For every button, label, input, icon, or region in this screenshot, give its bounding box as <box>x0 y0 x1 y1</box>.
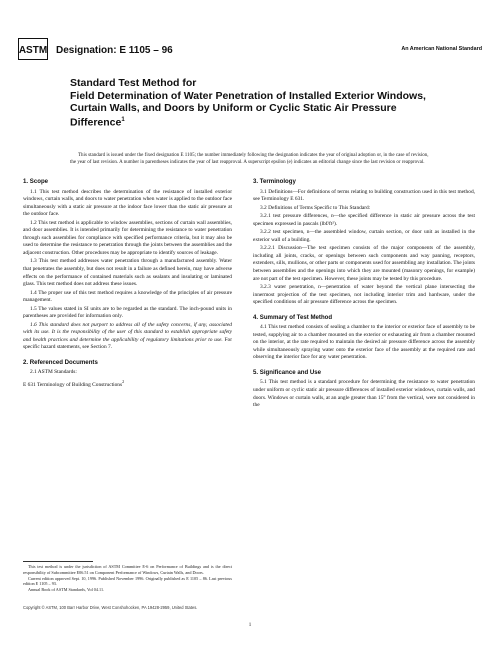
right-column <box>253 178 475 411</box>
footnotes <box>23 564 232 593</box>
paragraph-3-2-3: 3.2.3 water penetration, n—penetration of water beyond the vertical plane intersecting the innermost projection of the test specimen, not including interior trim and hardware, under the specified conditions of air pressure difference across the specimen. <box>253 284 475 306</box>
title-line1: Standard Test Method for <box>70 77 197 89</box>
footnote-rule <box>23 561 93 562</box>
reference-e631-text: E 631 Terminology of Building Constructions <box>23 381 123 388</box>
paragraph-1-3: 1.3 This test method addresses water penetration through a manufactured assembly. Water that penetrates the assembly, but does not result in a failure as defined herein, may have adverse effects on the performance of contained materials such as sealants and insulating or laminated glass. This test method does not address these issues. <box>23 258 232 288</box>
paragraph-3-2: 3.2 Definitions of Terms Specific to This Standard: <box>260 204 371 211</box>
title-main <box>70 90 430 129</box>
reference-e631 <box>23 378 232 389</box>
paragraph-1-6 <box>23 322 232 352</box>
section-heading-scope: 1. Scope <box>23 178 49 185</box>
paragraph-1-6-italic: 1.6 This standard does not purport to address all of the safety concerns, if any, associated with its use. It is the responsibility of the user of this standard to establish appropriate safety and health practices and determine the applicability of regulatory limitations prior to use. <box>23 321 232 343</box>
paragraph-1-6-tail: For specific hazard statements, see Section 7. <box>23 336 232 351</box>
paragraph-4-1: 4.1 This test method consists of sealing a chamber to the interior or exterior face of assembly to be tested, supplying air to a chamber mounted on the exterior or exhausting air from a chamber mounted on the interior, at the rate required to maintain the desired air pressure difference across the assembly while simultaneously spraying water onto the exterior face of the assembly at the required rate and observing the interior face for any water penetration. <box>253 324 475 361</box>
paragraph-1-5: 1.5 The values stated in SI units are to be regarded as the standard. The inch-pound units in parentheses are provided for information only. <box>23 305 232 320</box>
title-main-text: Field Determination of Water Penetration of Installed Exterior Windows, Curtain Walls, and Doors by Uniform or Cyclic Static Air Pressure Difference <box>70 90 426 129</box>
reference-footnote-mark: 2 <box>122 379 125 385</box>
astm-logo-icon <box>18 38 48 60</box>
american-national-standard-label: An American National Standard <box>401 46 482 52</box>
paragraph-3-2-1: 3.2.1 test pressure differences, n—the specified difference in static air pressure across the test specimen expressed in pascals (lbf/ft²). <box>253 213 475 227</box>
paragraph-5-1: 5.1 This test method is a standard procedure for determining the resistance to water penetration under uniform or cyclic static air pressure differences of installed exterior windows, curtain walls, and doors. Windows or curtain walls, at an angle greater than 15° from the vertical, were not considered in the <box>253 379 475 409</box>
title-block <box>70 77 430 129</box>
footnote-1: This test method is under the jurisdiction of ASTM Committee E-6 on Performance of Buildings and is the direct responsibility of Subcommittee E06.51 on Component Performance of Windows, Curtain Walls, and Doors. <box>23 564 232 575</box>
left-column <box>23 178 232 390</box>
svg-text:ASTM: ASTM <box>18 45 48 56</box>
section-heading-summary: 4. Summary of Test Method <box>253 313 333 321</box>
section-heading-significance: 5. Significance and Use <box>253 368 322 376</box>
paragraph-1-4: 1.4 The proper use of this test method requires a knowledge of the principles of air pressure management. <box>23 289 232 304</box>
section-heading-terminology: 3. Terminology <box>253 178 296 185</box>
paragraph-2-1: 2.1 ASTM Standards: <box>30 369 77 376</box>
paragraph-3-2-2-1: 3.2.2.1 Discussion—The test specimen consists of the major components of the assembly, including all joints, cracks, or openings between such components and way panning, receptors, extenders, sills, mullions, or other parts or components used for assembling any installation. The joints between assemblies and the openings into which they are mounted (masonry openings, for example) are not part of the test specimen. However, these joints may be tested by this procedure. <box>253 245 475 282</box>
document-header <box>18 41 482 61</box>
paragraph-3-2-2: 3.2.2 test specimen, n—the assembled window, curtain section, or door unit as installed in the exterior wall of a building. <box>253 229 475 243</box>
title-footnote-mark: 1 <box>121 117 125 124</box>
issuance-statement <box>70 153 432 166</box>
issuance-text: This standard is issued under the fixed designation E 1105; the number immediately following the designation indicates the year of original adoption or, in the case of revision, the year of last revision. A number in parentheses indicates the year of last reapproval. A superscript epsilon (e) indicates an editorial change since the last revision or reapproval. <box>70 153 429 165</box>
paragraph-1-2: 1.2 This test method is applicable to window assemblies, sections of curtain wall assemblies, and door assemblies. It is intended primarily for determining the resistance to water penetration through such assemblies for compliance with specified performance criteria, but it may also be used to determine the resistance to penetration through the joints between the assemblies and the adjacent construction. Other procedures may be appropriate to identify sources of leakage. <box>23 219 232 256</box>
paragraph-1-1: 1.1 This test method describes the determination of the resistance of installed exterior windows, curtain walls, and doors to water penetration when water is applied to the outdoor face simultaneously with a static air pressure at the indoor face lower than the static air pressure at the outdoor face. <box>23 188 232 218</box>
footnote-2: Annual Book of ASTM Standards, Vol 04.11. <box>28 587 105 592</box>
footnote-1b: Current edition approved Sept. 10, 1996. Published November 1996. Originally published as E 1105 – 86. Last previous edition E 1105 – 93. <box>23 575 232 586</box>
paragraph-3-1: 3.1 Definitions—For definitions of terms relating to building construction used in this test method, see Terminology E 631. <box>253 188 475 203</box>
section-heading-referenced-documents: 2. Referenced Documents <box>23 358 98 366</box>
designation-label: Designation: E 1105 – 96 <box>56 45 173 56</box>
page-number: 1 <box>248 622 252 628</box>
copyright-notice: Copyright © ASTM, 100 Barr Harbor Drive, West Conshohocken, PA 19428-2959, United States. <box>23 605 198 610</box>
